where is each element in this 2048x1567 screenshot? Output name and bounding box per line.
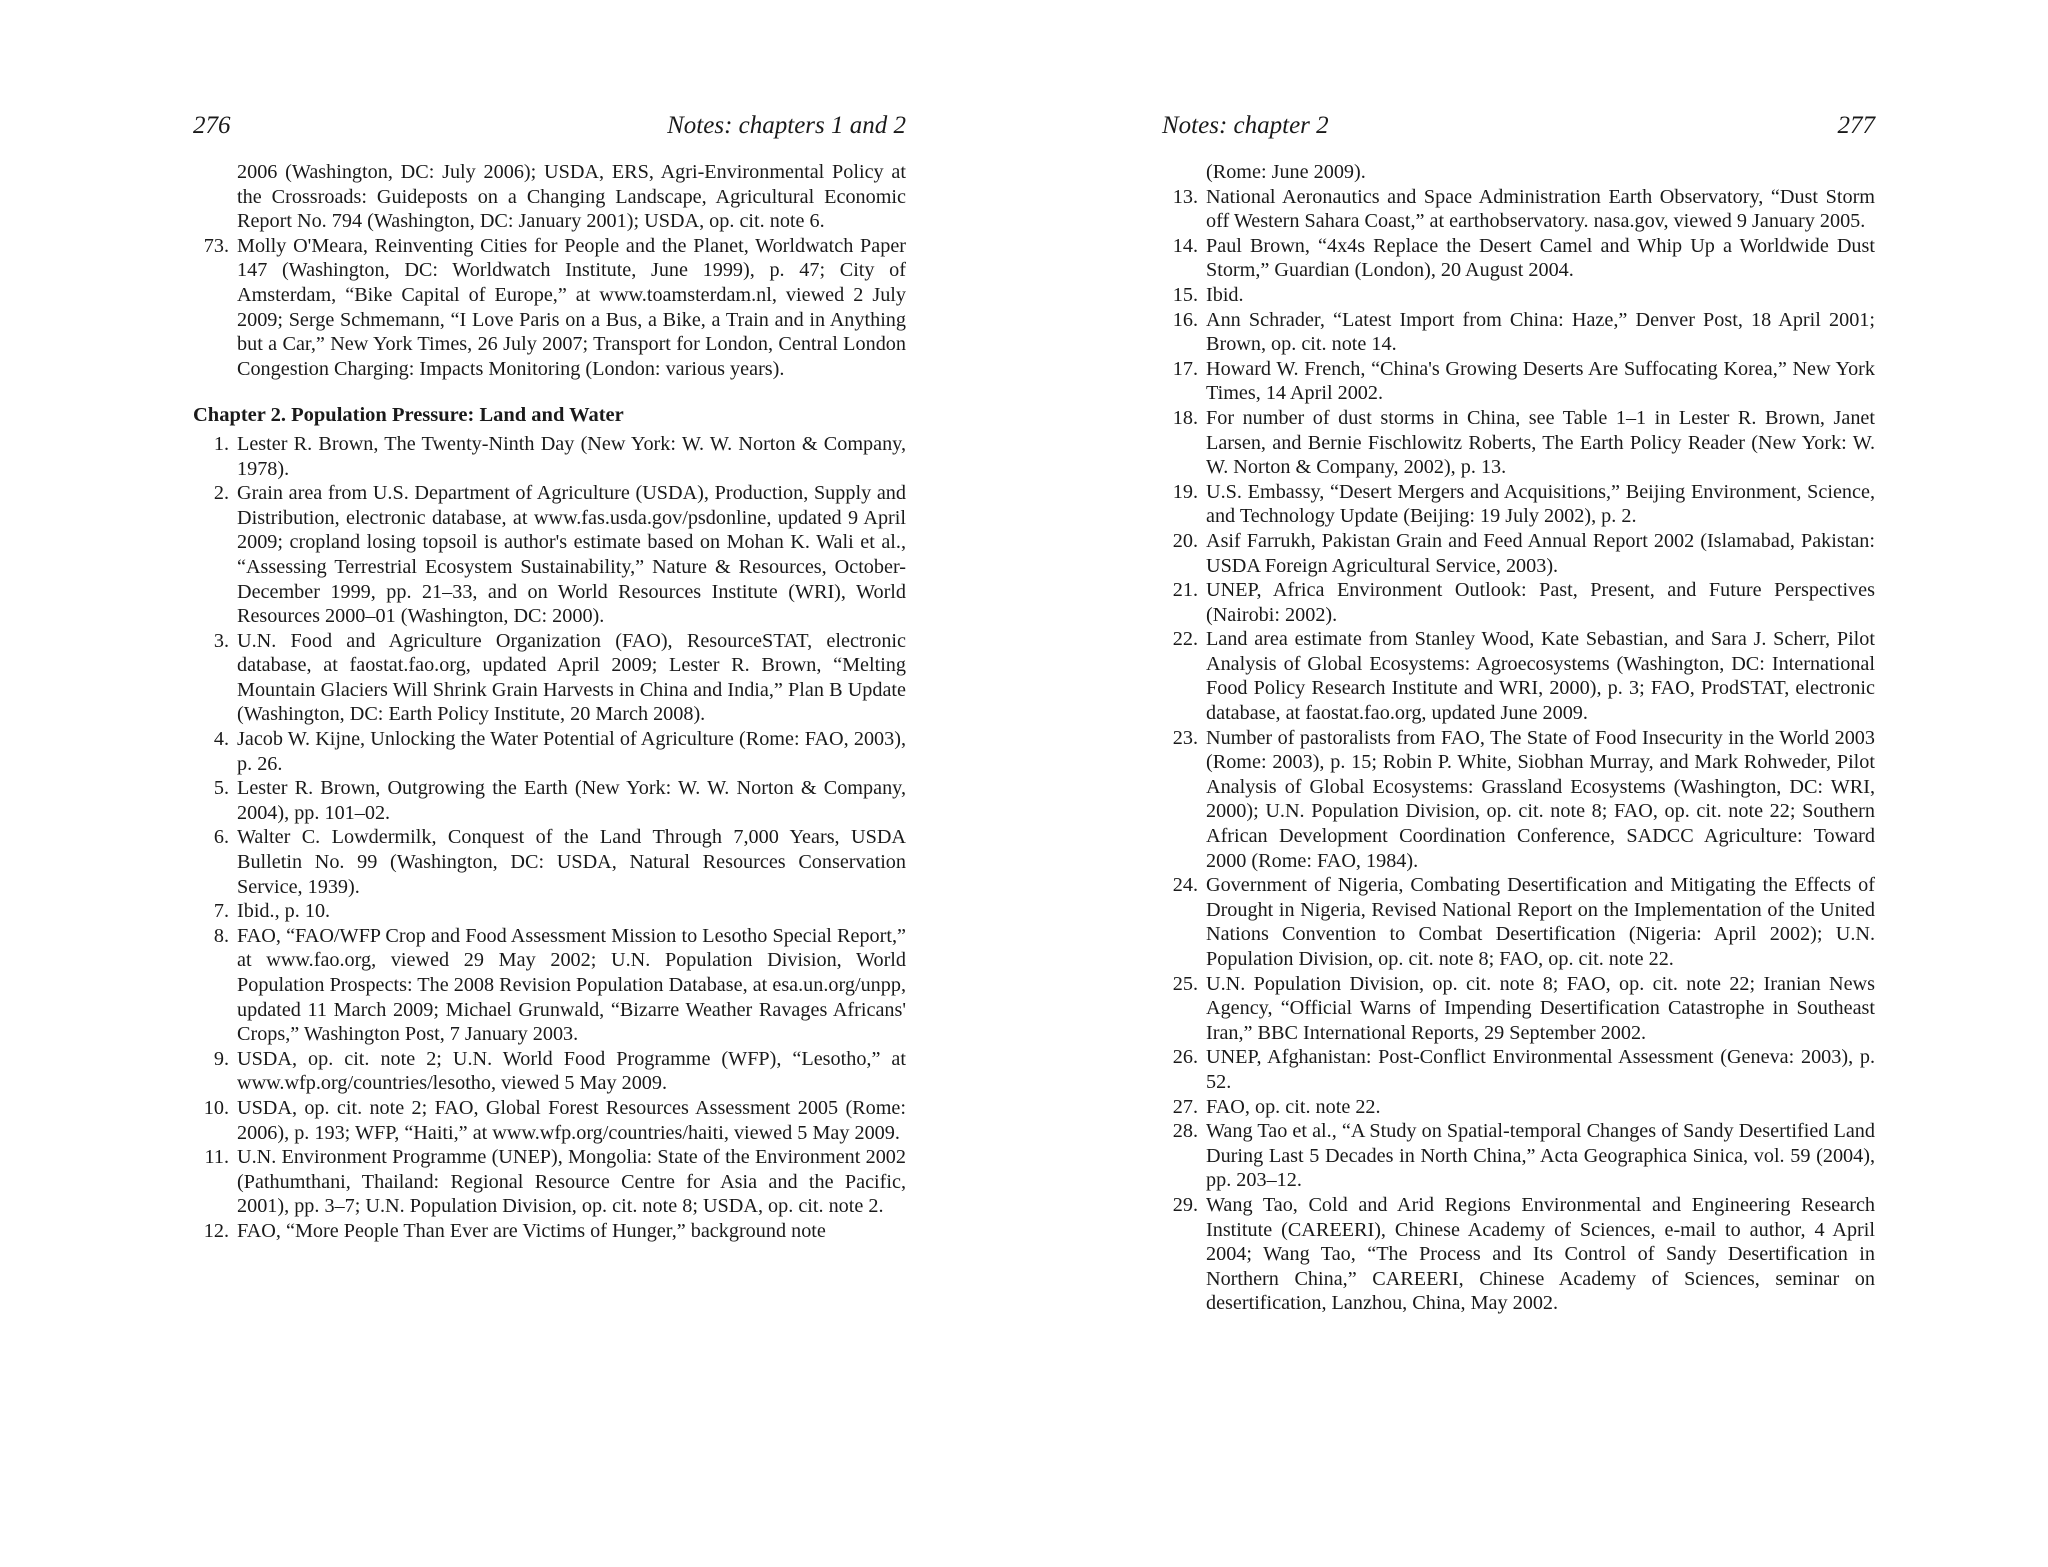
note-text: Land area estimate from Stanley Wood, Kate Sebastian, and Sara J. Scherr, Pilot Analysis of Global Ecosystems: Agroecosystems (Washington, DC: International Food Policy Research Institute and WRI, 2000), p. 3; FAO, ProdSTAT, electronic database, at faostat.fao.org, updated June 2009. [1206, 628, 1875, 725]
note-continuation: (Rome: June 2009). [1206, 161, 1366, 183]
note-number: 20. [1172, 529, 1198, 552]
note-number: 11. [204, 1146, 229, 1169]
note-item [1162, 185, 1875, 234]
note-item [1162, 1095, 1875, 1120]
note-text: National Aeronautics and Space Administration Earth Observatory, “Dust Storm off Western Sahara Coast,” at earthobservatory. nasa.gov, viewed 9 January 2005. [1206, 185, 1875, 233]
note-text: Ann Schrader, “Latest Import from China: Haze,” Denver Post, 18 April 2001; Brown, op. cit. note 14. [1206, 308, 1875, 356]
note-item [1162, 480, 1875, 529]
note-number: 22. [1172, 628, 1198, 651]
note-item [1162, 308, 1875, 357]
note-number: 18. [1172, 406, 1198, 429]
note-item [193, 899, 906, 924]
note-item [1162, 726, 1875, 874]
note-item [1162, 873, 1875, 971]
note-number: 5. [213, 777, 229, 800]
note-item [1162, 1119, 1875, 1193]
note-item [193, 234, 906, 382]
running-head: Notes: chapters 1 and 2 [667, 112, 906, 139]
note-item [1162, 234, 1875, 283]
note-text: Grain area from U.S. Department of Agriculture (USDA), Production, Supply and Distribution, electronic database, at www.fas.usda.gov/psdonline, updated 9 April 2009; cropland losing topsoil is author's estimate based on Mohan K. Wali et al., “Assessing Terrestrial Ecosystem Sustainability,” Nature & Resources, October-December 1999, pp. 21–33, and on World Resources Institute (WRI), World Resources 2000–01 (Washington, DC: 2000). [237, 482, 906, 628]
note-text: U.S. Embassy, “Desert Mergers and Acquisitions,” Beijing Environment, Science, and Technology Update (Beijing: 19 July 2002), p. 2. [1206, 480, 1875, 528]
note-number: 14. [1172, 234, 1198, 257]
left-page-header [193, 112, 906, 148]
note-number: 12. [203, 1219, 229, 1242]
note-number: 7. [213, 900, 229, 923]
note-text: Molly O'Meara, Reinventing Cities for People and the Planet, Worldwatch Paper 147 (Washington, DC: Worldwatch Institute, June 1999), p. 47; City of Amsterdam, “Bike Capital of Europe,” at www.toamsterdam.nl, viewed 2 July 2009; Serge Schmemann, “I Love Paris on a Bus, a Bike, a Train and in Anything but a Car,” New York Times, 26 July 2007; Transport for London, Central London Congestion Charging: Impacts Monitoring (London: various years). [237, 234, 906, 380]
note-number: 13. [1172, 185, 1198, 208]
note-number: 73. [203, 234, 229, 257]
note-number: 19. [1172, 480, 1198, 503]
note-text: FAO, “More People Than Ever are Victims of Hunger,” background note [237, 1219, 826, 1242]
note-number: 15. [1172, 283, 1198, 306]
right-page-body [1162, 160, 1875, 1316]
note-number: 17. [1172, 357, 1198, 380]
note-item [1162, 529, 1875, 578]
note-number: 24. [1172, 874, 1198, 897]
note-text: Wang Tao et al., “A Study on Spatial-temporal Changes of Sandy Desertified Land During Last 5 Decades in North China,” Acta Geographica Sinica, vol. 59 (2004), pp. 203–12. [1206, 1120, 1875, 1192]
note-item [1162, 406, 1875, 480]
note-number: 27. [1172, 1095, 1198, 1118]
note-text: Howard W. French, “China's Growing Deserts Are Suffocating Korea,” New York Times, 14 April 2002. [1206, 357, 1875, 405]
note-item [1162, 283, 1875, 308]
note-text: Ibid., p. 10. [237, 900, 331, 923]
note-number: 10. [203, 1096, 229, 1119]
note-number: 25. [1172, 972, 1198, 995]
note-number: 21. [1172, 579, 1198, 602]
note-item [193, 1096, 906, 1145]
notes-list [193, 234, 906, 382]
notes-list [193, 432, 906, 1244]
note-number: 26. [1172, 1046, 1198, 1069]
running-head: Notes: chapter 2 [1162, 112, 1329, 139]
note-text: Ibid. [1206, 283, 1244, 306]
note-text: USDA, op. cit. note 2; FAO, Global Forest Resources Assessment 2005 (Rome: 2006), p. 193; WFP, “Haiti,” at www.wfp.org/countries/haiti, viewed 5 May 2009. [237, 1096, 906, 1144]
note-item [193, 1145, 906, 1219]
note-item [193, 432, 906, 481]
note-text: Walter C. Lowdermilk, Conquest of the Land Through 7,000 Years, USDA Bulletin No. 99 (Washington, DC: USDA, Natural Resources Conservation Service, 1939). [237, 826, 906, 898]
note-text: Asif Farrukh, Pakistan Grain and Feed Annual Report 2002 (Islamabad, Pakistan: USDA Foreign Agricultural Service, 2003). [1206, 529, 1875, 577]
note-item [193, 1219, 906, 1244]
note-item [193, 776, 906, 825]
note-number: 4. [213, 728, 229, 751]
note-item [193, 924, 906, 1047]
note-text: For number of dust storms in China, see Table 1–1 in Lester R. Brown, Janet Larsen, and Bernie Fischlowitz Roberts, The Earth Policy Reader (New York: W. W. Norton & Company, 2002), p. 13. [1206, 406, 1875, 479]
note-item [1162, 1045, 1875, 1094]
chapter-heading: Chapter 2. Population Pressure: Land and Water [193, 404, 624, 427]
note-text: USDA, op. cit. note 2; U.N. World Food Programme (WFP), “Lesotho,” at www.wfp.org/countries/lesotho, viewed 5 May 2009. [237, 1047, 906, 1095]
note-text: Wang Tao, Cold and Arid Regions Environmental and Engineering Research Institute (CAREERI), Chinese Academy of Sciences, e-mail to author, 4 April 2004; Wang Tao, “The Process and Its Control of Sandy Desertification in Northern China,” CAREERI, Chinese Academy of Sciences, seminar on desertification, Lanzhou, China, May 2002. [1206, 1193, 1875, 1315]
note-item [1162, 357, 1875, 406]
note-number: 1. [213, 432, 229, 455]
note-number: 28. [1172, 1120, 1198, 1143]
note-number: 9. [213, 1047, 229, 1070]
note-item [1162, 627, 1875, 725]
note-text: Lester R. Brown, Outgrowing the Earth (New York: W. W. Norton & Company, 2004), pp. 101–02. [237, 777, 906, 824]
note-number: 16. [1172, 308, 1198, 331]
note-text: Government of Nigeria, Combating Desertification and Mitigating the Effects of Drought in Nigeria, Revised National Report on the Implementation of the United Nations Convention to Combat Desertification (Nigeria: April 2002); U.N. Population Division, op. cit. note 8; FAO, op. cit. note 22. [1206, 874, 1875, 970]
note-item [1162, 1193, 1875, 1316]
note-item [193, 629, 906, 727]
note-number: 23. [1172, 726, 1198, 749]
page-number: 277 [1837, 112, 1875, 139]
note-item [193, 481, 906, 629]
note-item [1162, 972, 1875, 1046]
note-number: 29. [1172, 1193, 1198, 1216]
note-item [193, 1047, 906, 1096]
left-page-body [193, 160, 906, 1244]
note-text: U.N. Population Division, op. cit. note 8; FAO, op. cit. note 22; Iranian News Agency, “Official Warns of Impending Desertification Catastrophe in Southeast Iran,” BBC International Reports, 29 September 2002. [1206, 972, 1875, 1044]
note-text: UNEP, Afghanistan: Post-Conflict Environmental Assessment (Geneva: 2003), p. 52. [1206, 1046, 1875, 1093]
note-text: Paul Brown, “4x4s Replace the Desert Camel and Whip Up a Worldwide Dust Storm,” Guardian (London), 20 August 2004. [1206, 234, 1875, 282]
note-number: 3. [213, 629, 229, 652]
note-number: 2. [213, 482, 229, 505]
note-text: UNEP, Africa Environment Outlook: Past, Present, and Future Perspectives (Nairobi: 2002). [1206, 579, 1875, 626]
note-text: Lester R. Brown, The Twenty-Ninth Day (New York: W. W. Norton & Company, 1978). [237, 432, 906, 480]
note-text: U.N. Food and Agriculture Organization (FAO), ResourceSTAT, electronic database, at faostat.fao.org, updated April 2009; Lester R. Brown, “Melting Mountain Glaciers Will Shrink Grain Harvests in China and India,” Plan B Update (Washington, DC: Earth Policy Institute, 20 March 2008). [237, 629, 906, 726]
note-item [1162, 578, 1875, 627]
right-page-header [1162, 112, 1875, 148]
note-number: 8. [213, 924, 229, 947]
note-text: Jacob W. Kijne, Unlocking the Water Potential of Agriculture (Rome: FAO, 2003), p. 26. [237, 728, 906, 775]
note-item [193, 727, 906, 776]
note-text: FAO, op. cit. note 22. [1206, 1095, 1381, 1118]
note-text: Number of pastoralists from FAO, The State of Food Insecurity in the World 2003 (Rome: 2003), p. 15; Robin P. White, Siobhan Murray, and Mark Rohweder, Pilot Analysis of Global Ecosystems: Grassland Ecosystems (Washington, DC: WRI, 2000); U.N. Population Division, op. cit. note 8; FAO, op. cit. note 22; Southern African Development Coordination Conference, SADCC Agriculture: Toward 2000 (Rome: FAO, 1984). [1206, 726, 1875, 872]
note-text: U.N. Environment Programme (UNEP), Mongolia: State of the Environment 2002 (Pathumthani, Thailand: Regional Resource Centre for Asia and the Pacific, 2001), pp. 3–7; U.N. Population Division, op. cit. note 8; USDA, op. cit. note 2. [237, 1146, 906, 1218]
notes-list [1162, 185, 1875, 1316]
note-text: FAO, “FAO/WFP Crop and Food Assessment Mission to Lesotho Special Report,” at www.fao.org, viewed 29 May 2002; U.N. Population Division, World Population Prospects: The 2008 Revision Population Database, at esa.un.org/unpp, updated 11 March 2009; Michael Grunwald, “Bizarre Weather Ravages Africans' Crops,” Washington Post, 7 January 2003. [237, 924, 906, 1046]
note-item [193, 825, 906, 899]
page-number: 276 [193, 112, 231, 139]
note-number: 6. [213, 826, 229, 849]
note-continuation: 2006 (Washington, DC: July 2006); USDA, ERS, Agri-Environmental Policy at the Crossroads: Guideposts on a Changing Landscape, Agricultural Economic Report No. 794 (Washington, DC: January 2001); USDA, op. cit. note 6. [237, 161, 906, 233]
